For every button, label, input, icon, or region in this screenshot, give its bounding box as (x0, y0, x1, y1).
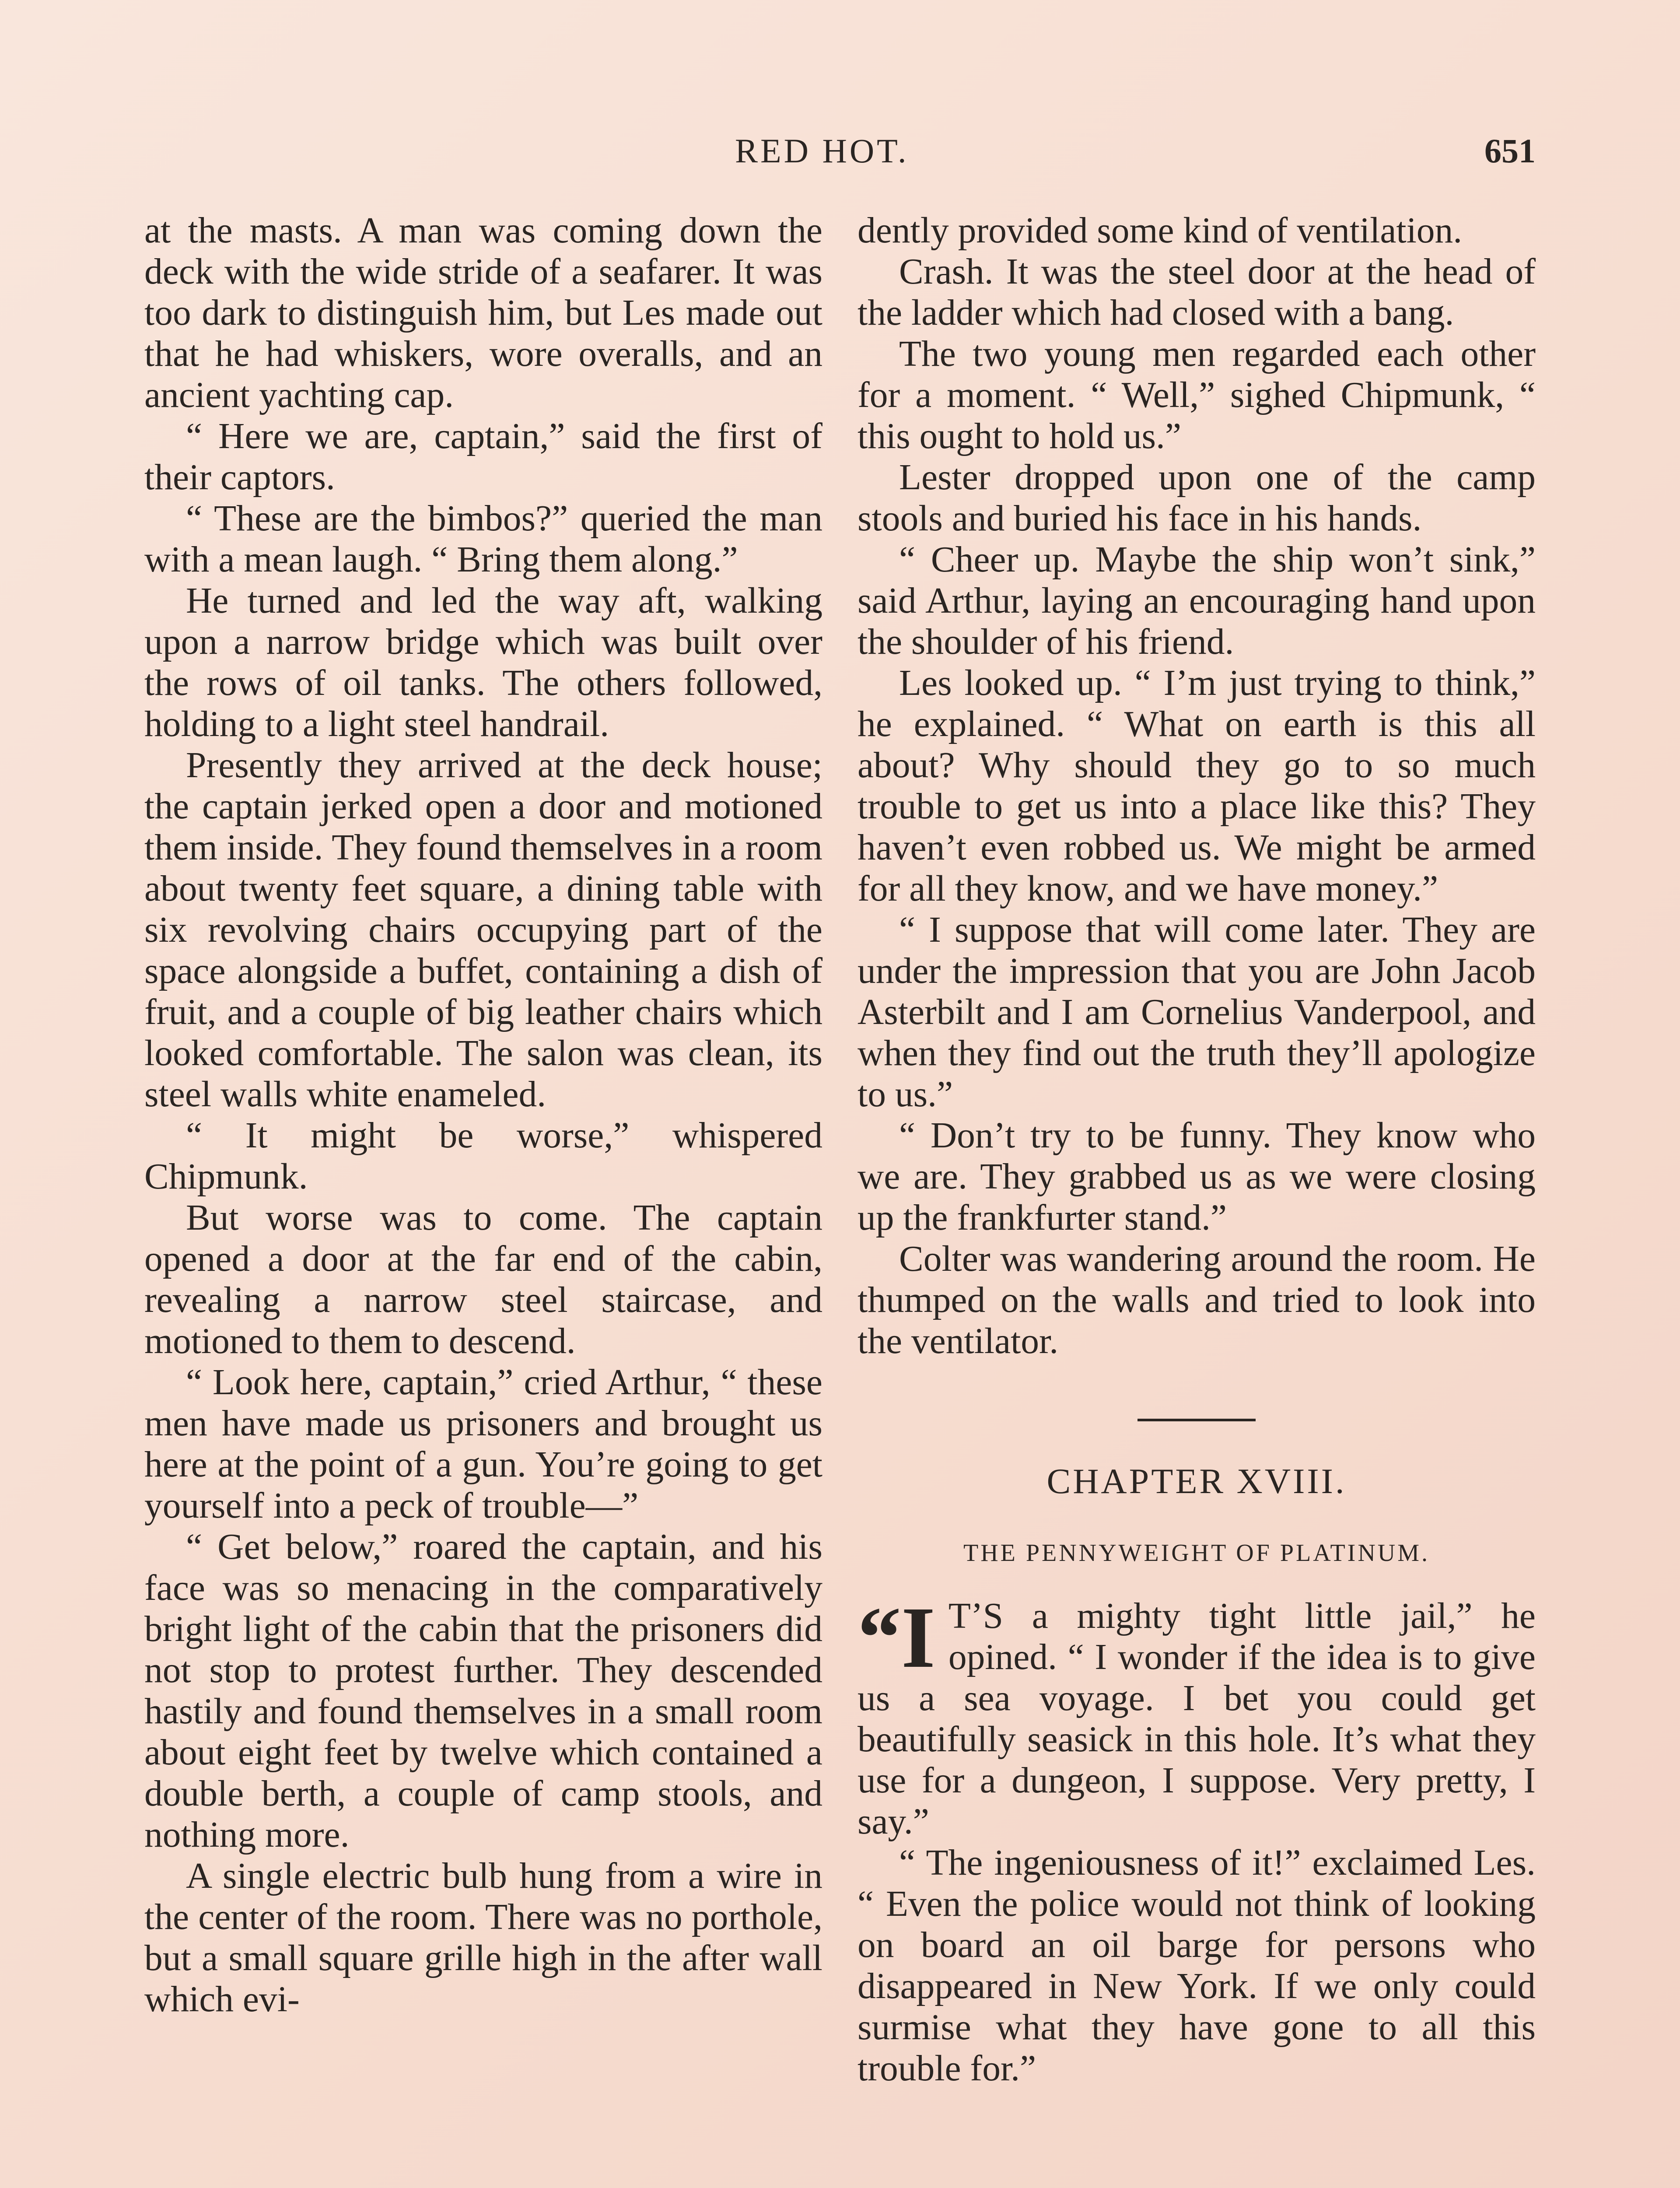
chapter-subtitle: THE PENNYWEIGHT OF PLATINUM. (963, 1539, 1430, 1567)
drop-cap (858, 1589, 935, 1686)
running-title: RED HOT. (735, 132, 909, 170)
paragraph: “ I suppose that will come later. They are under the impression that you are John Jacob Asterbilt and I am Cornelius Vanderpool, and when they find out the truth they’ll apologize to us.” (858, 910, 1536, 1115)
opening-text: T’S a mighty tight little jail,” he opined. “ I wonder if the idea is to give us a sea voyage. I bet you could get beautifully seasick in this hole. It’s what they use for a dungeon, I suppose. Very pretty, I say.” (858, 1596, 1536, 1842)
opening-quote: “ (858, 1589, 901, 1686)
section-separator (1138, 1419, 1256, 1421)
left-column (144, 210, 822, 2020)
paragraph: But worse was to come. The captain opened a door at the far end of the cabin, revealing a narrow steel staircase, and motioned to them to descend. (144, 1198, 822, 1361)
chapter-title: CHAPTER XVIII. (1046, 1461, 1347, 1501)
paragraph: “ Look here, captain,” cried Arthur, “ these men have made us prisoners and brought us here at the point of a gun. You’re going to get yourself into a peck of trouble—” (144, 1362, 822, 1526)
paragraph: Presently they arrived at the deck house; the captain jerked open a door and motioned them inside. They found themselves in a room about twenty feet square, a dining table with six revolving chairs occupying part of the space alongside a buffet, containing a dish of fruit, and a couple of big leather chairs which looked comfortable. The salon was clean, its steel walls white enameled. (144, 745, 822, 1115)
paragraph: Crash. It was the steel door at the head of the ladder which had closed with a bang. (858, 252, 1536, 333)
paragraph: at the masts. A man was coming down the deck with the wide stride of a seafarer. It was too dark to distinguish him, but Les made out that he had whiskers, wore overalls, and an ancient yachting cap. (144, 210, 822, 415)
paragraph: “ Get below,” roared the captain, and his face was so menacing in the comparatively bright light of the cabin that the prisoners did not stop to protest further. They descended hastily and found themselves in a small room about eight feet by twelve which contained a double berth, a couple of camp stools, and nothing more. (144, 1527, 822, 1855)
paragraph: “ Cheer up. Maybe the ship won’t sink,” said Arthur, laying an encouraging hand upon the shoulder of his friend. (858, 540, 1536, 662)
paragraph: dently provided some kind of ventilation. (858, 210, 1463, 251)
paragraph: Colter was wandering around the room. He thumped on the walls and tried to look into the ventilator. (858, 1239, 1536, 1361)
paragraph: A single electric bulb hung from a wire in the center of the room. There was no porthole, but a small square grille high in the after wall which evi- (144, 1856, 822, 2020)
drop-cap-letter: I (901, 1589, 935, 1686)
paragraph: “ The ingeniousness of it!” exclaimed Les. “ Even the police would not think of looking on board an oil barge for persons who disappeared in New York. If we only could surmise what they have gone to all this trouble for.” (858, 1843, 1536, 2089)
paragraph: “ These are the bimbos?” queried the man with a mean laugh. “ Bring them along.” (144, 498, 822, 580)
running-head (144, 131, 1536, 184)
right-column (858, 210, 1536, 2089)
paragraph: Lester dropped upon one of the camp stools and buried his face in his hands. (858, 457, 1536, 539)
page-number: 651 (1484, 132, 1536, 170)
paragraph: “ Don’t try to be funny. They know who we are. They grabbed us as we were closing up the frankfurter stand.” (858, 1115, 1536, 1238)
paragraph: The two young men regarded each other for a moment. “ Well,” sighed Chipmunk, “ this ought to hold us.” (858, 334, 1536, 456)
chapter-opening (858, 1589, 1536, 1842)
paragraph: “ It might be worse,” whispered Chipmunk. (144, 1115, 822, 1197)
paragraph: Les looked up. “ I’m just trying to think,” he explained. “ What on earth is this all about? Why should they go to so much trouble to get us into a place like this? They haven’t even robbed us. We might be armed for all they know, and we have money.” (858, 663, 1536, 909)
paragraph: He turned and led the way aft, walking upon a narrow bridge which was built over the rows of oil tanks. The others followed, holding to a light steel handrail. (144, 581, 822, 744)
paragraph: “ Here we are, captain,” said the first of their captors. (144, 416, 822, 498)
